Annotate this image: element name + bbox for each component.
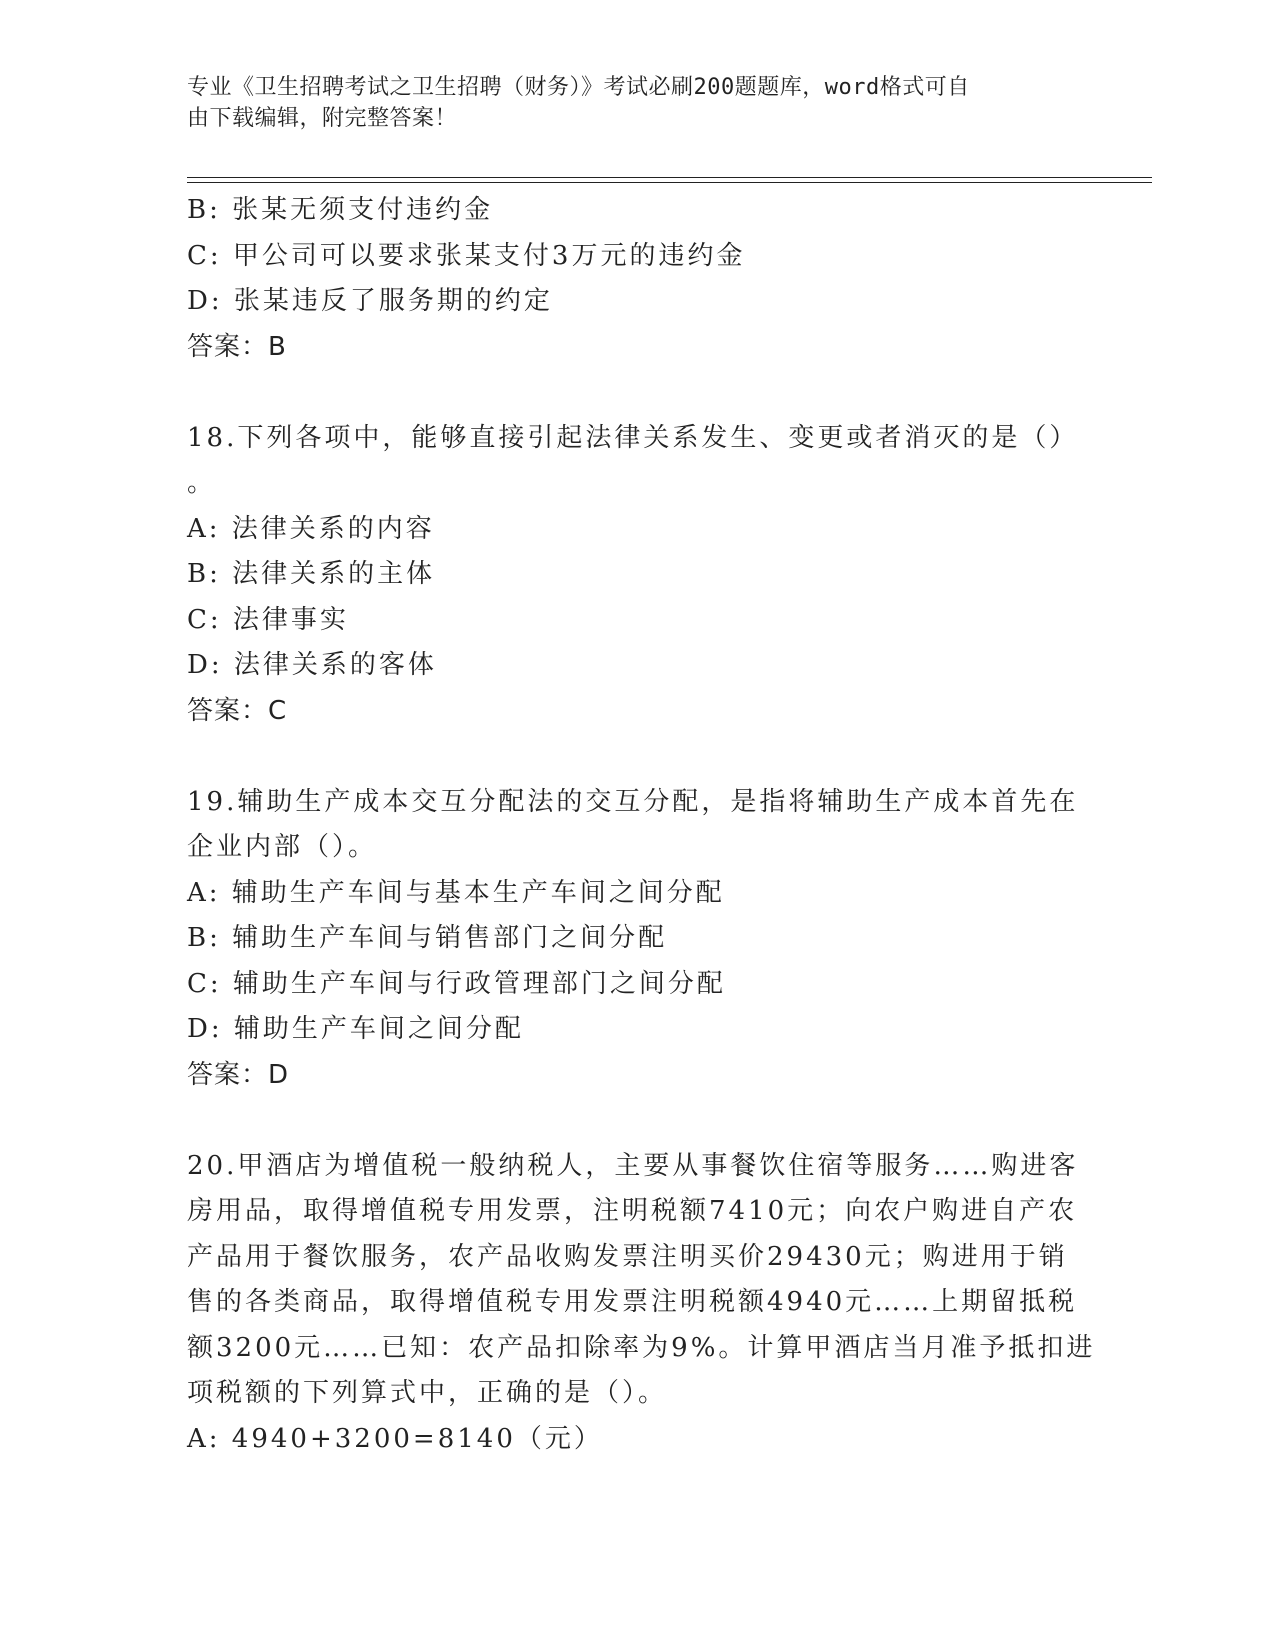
spacer <box>187 1098 1087 1144</box>
option-b: B: 法律关系的主体 <box>187 559 436 589</box>
spacer <box>187 734 1087 780</box>
document-header <box>187 72 1067 134</box>
option-d: D: 辅助生产车间之间分配 <box>187 1014 524 1044</box>
option-c: C: 辅助生产车间与行政管理部门之间分配 <box>187 968 726 999</box>
option-d: D: 张某违反了服务期的约定 <box>187 286 553 316</box>
option-d: D: 法律关系的客体 <box>187 650 437 680</box>
option-a: A: 4940+3200=8140（元） <box>187 1423 603 1454</box>
header-divider-top <box>187 177 1152 178</box>
question-stem-line: 18.下列各项中，能够直接引起法律关系发生、变更或者消灭的是（） <box>187 422 1079 453</box>
spacer <box>187 370 1087 416</box>
question-stem-line: 20.甲酒店为增值税一般纳税人，主要从事餐饮住宿等服务……购进客 <box>187 1150 1079 1181</box>
prev-question-block <box>187 188 1087 370</box>
question-stem-line: 19.辅助生产成本交互分配法的交互分配，是指将辅助生产成本首先在 <box>187 786 1079 817</box>
option-c: C: 法律事实 <box>187 604 349 635</box>
option-c: C: 甲公司可以要求张某支付3万元的违约金 <box>187 240 746 271</box>
question-18 <box>187 416 1087 735</box>
header-line-1: 专业《卫生招聘考试之卫生招聘（财务）》考试必刷200题题库，word格式可自 <box>187 75 970 100</box>
question-stem-line: 产品用于餐饮服务，农产品收购发票注明买价29430元；购进用于销 <box>187 1241 1068 1272</box>
question-20 <box>187 1144 1096 1463</box>
question-stem-line: 企业内部（）。 <box>187 832 378 862</box>
question-stem-line: 。 <box>187 468 217 498</box>
option-a: A: 法律关系的内容 <box>187 513 435 544</box>
answer-label: 答案：C <box>187 695 288 726</box>
question-19 <box>187 780 1087 1099</box>
header-line-2: 由下载编辑，附完整答案！ <box>187 106 458 131</box>
answer-label: 答案：D <box>187 1059 290 1090</box>
question-stem-line: 额3200元……已知：农产品扣除率为9%。计算甲酒店当月准予抵扣进 <box>187 1332 1096 1363</box>
option-b: B: 张某无须支付违约金 <box>187 195 494 225</box>
option-b: B: 辅助生产车间与销售部门之间分配 <box>187 923 668 953</box>
answer-label: 答案：B <box>187 331 287 362</box>
question-content <box>187 188 1096 1462</box>
question-stem-line: 房用品，取得增值税专用发票，注明税额7410元；向农户购进自产农 <box>187 1196 1078 1226</box>
question-stem-line: 售的各类商品，取得增值税专用发票注明税额4940元……上期留抵税 <box>187 1287 1078 1317</box>
option-a: A: 辅助生产车间与基本生产车间之间分配 <box>187 877 725 908</box>
question-stem-line: 项税额的下列算式中，正确的是（）。 <box>187 1378 668 1408</box>
header-divider-bottom <box>187 182 1152 183</box>
